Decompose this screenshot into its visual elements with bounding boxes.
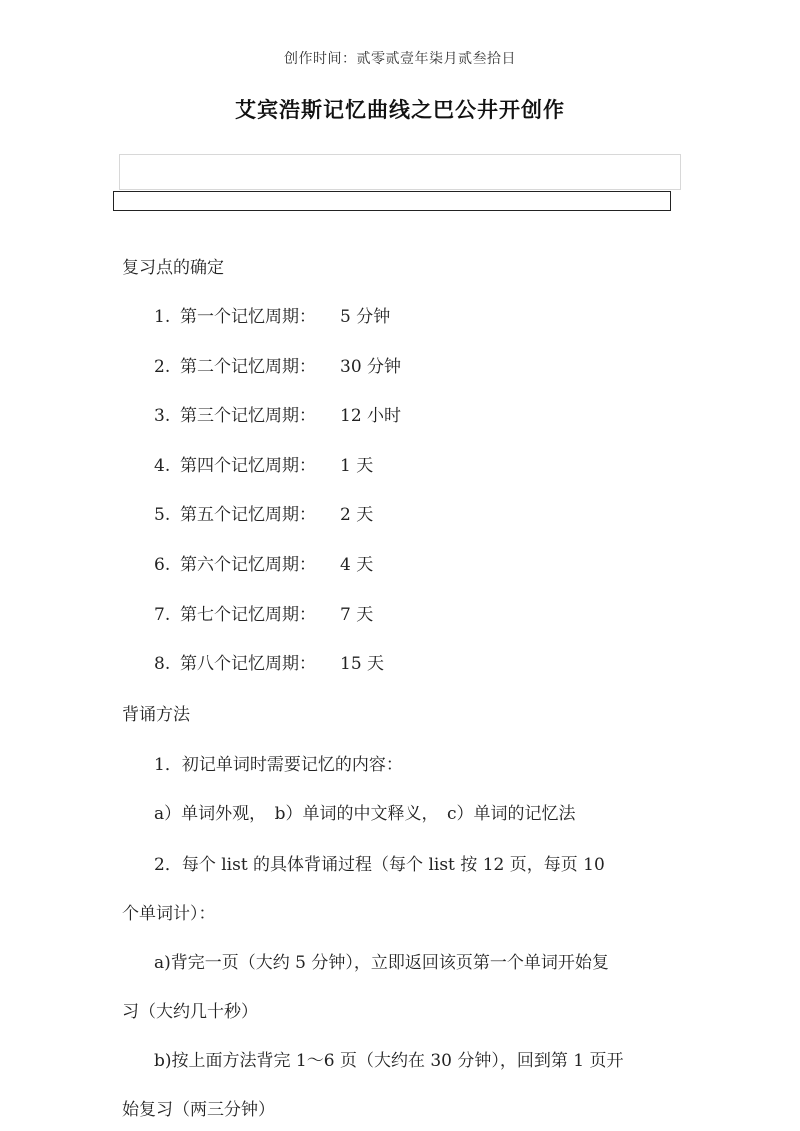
paragraph-initial-memory-content: 1．初记单词时需要记忆的内容： xyxy=(154,755,403,775)
section-heading-recitation-method: 背诵方法 xyxy=(122,705,190,725)
memory-period-item xyxy=(154,603,373,627)
period-label: 第三个记忆周期： xyxy=(180,406,316,427)
item-number: 7. xyxy=(154,604,171,625)
period-label: 第八个记忆周期： xyxy=(180,654,316,675)
period-label: 第四个记忆周期： xyxy=(180,455,316,476)
period-label: 第五个记忆周期： xyxy=(180,505,316,526)
period-value: 15 天 xyxy=(340,654,385,675)
memory-period-item xyxy=(154,355,401,379)
period-value: 4 天 xyxy=(340,555,374,575)
memory-period-item xyxy=(154,404,401,428)
empty-header-box xyxy=(119,154,681,190)
paragraph-step-a-line1: a)背完一页（大约 5 分钟），立即返回该页第一个单词开始复 xyxy=(154,953,609,973)
period-label: 第二个记忆周期： xyxy=(180,356,316,377)
memory-period-item xyxy=(154,503,373,527)
paragraph-step-a-line2: 习（大约几十秒） xyxy=(122,1002,258,1022)
item-number: 8. xyxy=(154,654,171,675)
memory-period-item xyxy=(154,454,373,478)
period-value: 30 分钟 xyxy=(340,356,402,377)
period-value: 7 天 xyxy=(340,604,374,625)
memory-period-item xyxy=(154,553,373,577)
period-value: 1 天 xyxy=(340,455,374,476)
section-heading-review-points: 复习点的确定 xyxy=(122,258,224,278)
document-header-created-time: 创作时间：贰零贰壹年柒月贰叁拾日 xyxy=(284,51,516,67)
document-title: 艾宾浩斯记忆曲线之巴公井开创作 xyxy=(235,97,565,122)
period-label: 第六个记忆周期： xyxy=(180,555,316,575)
item-number: 6. xyxy=(154,555,171,575)
paragraph-step-b-line2: 始复习（两三分钟） xyxy=(122,1100,275,1120)
item-number: 4. xyxy=(154,455,171,476)
item-number: 5. xyxy=(154,505,171,526)
memory-period-item xyxy=(154,652,384,676)
paragraph-memory-items: a）单词外观， b）单词的中文释义， c）单词的记忆法 xyxy=(154,804,576,824)
period-label: 第七个记忆周期： xyxy=(180,604,316,625)
item-number: 3. xyxy=(154,406,171,427)
period-value: 5 分钟 xyxy=(340,307,391,327)
item-number: 2. xyxy=(154,356,171,377)
paragraph-step-b-line1: b)按上面方法背完 1～6 页（大约在 30 分钟），回到第 1 页开 xyxy=(154,1051,624,1071)
period-value: 2 天 xyxy=(340,505,374,526)
memory-period-item xyxy=(154,305,390,329)
paragraph-list-process-line2: 个单词计）： xyxy=(122,904,216,924)
empty-bordered-box xyxy=(113,191,671,211)
item-number: 1. xyxy=(154,307,171,327)
paragraph-list-process-line1: 2．每个 list 的具体背诵过程（每个 list 按 12 页，每页 10 xyxy=(154,855,605,875)
period-label: 第一个记忆周期： xyxy=(180,307,316,327)
period-value: 12 小时 xyxy=(340,406,402,427)
